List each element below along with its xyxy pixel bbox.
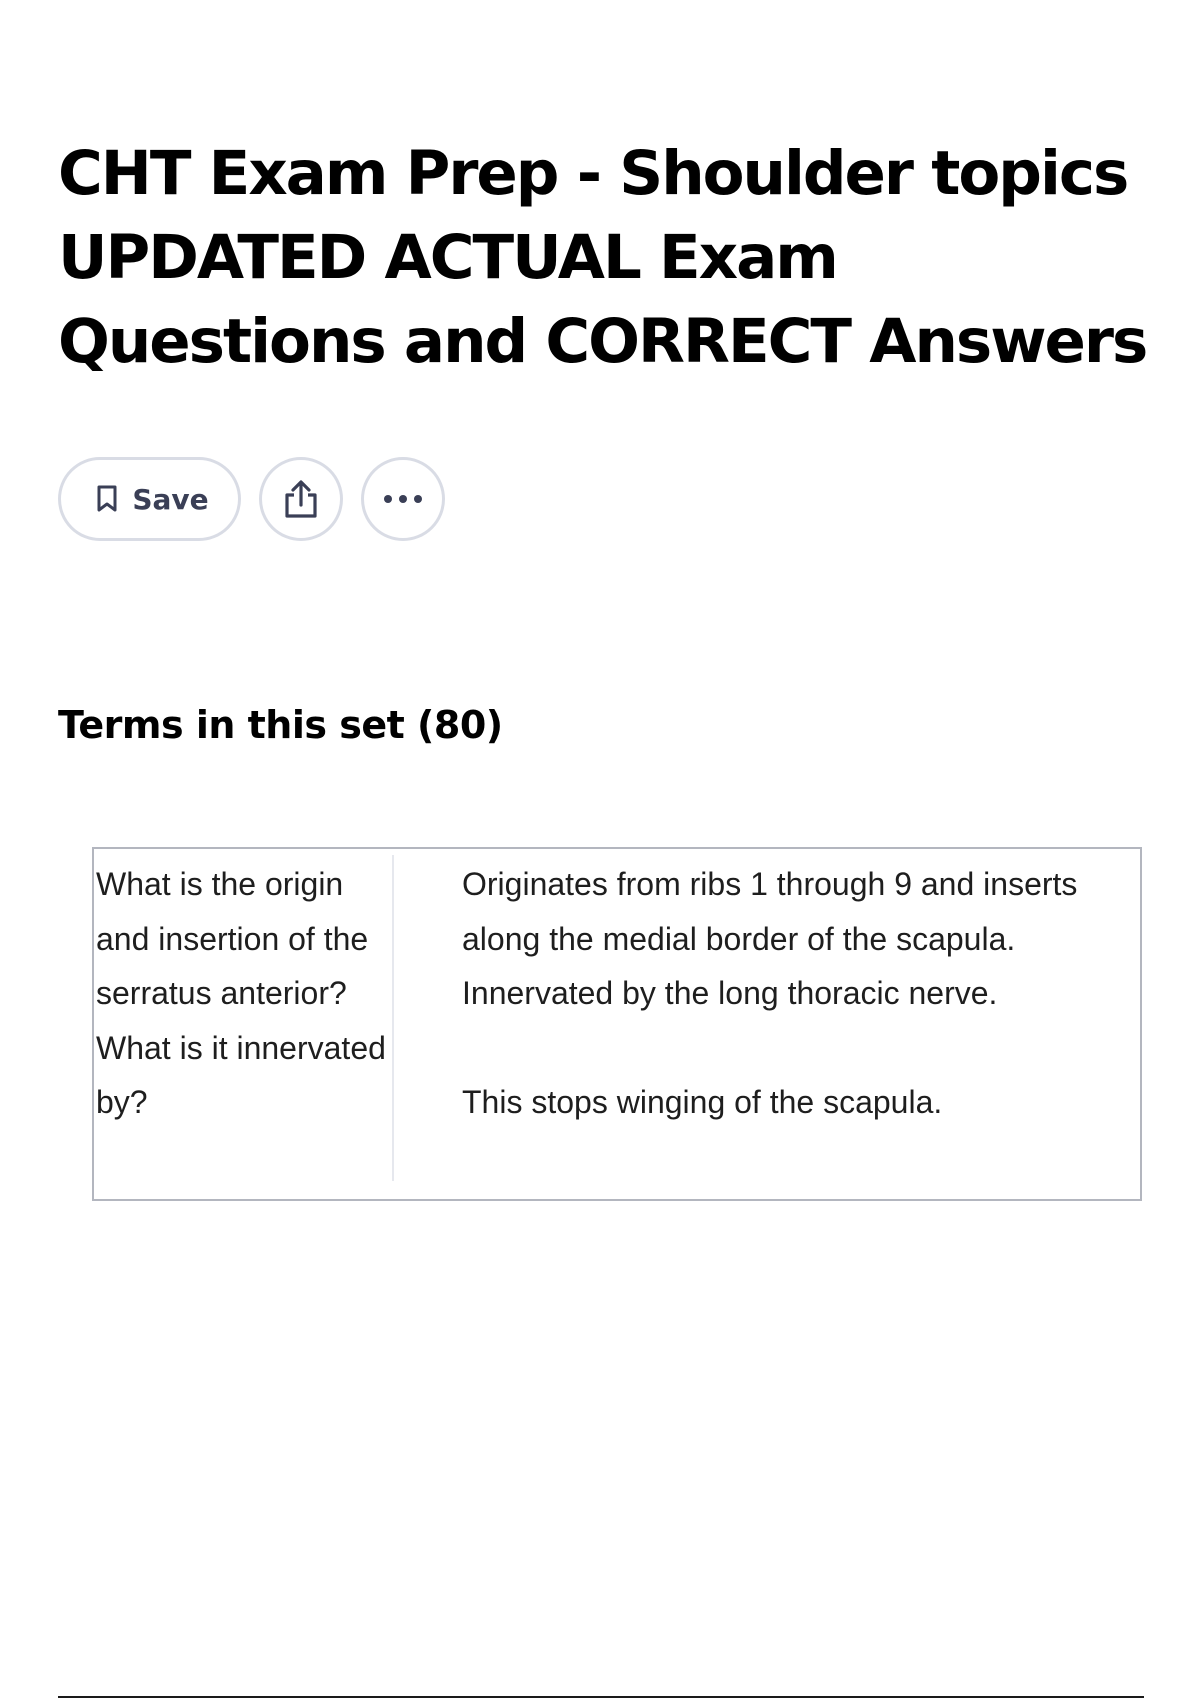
bookmark-icon xyxy=(96,485,118,513)
page-title: CHT Exam Prep - Shoulder topics UPDATED ACTUAL Exam Questions and CORRECT Answers xyxy=(58,138,1147,377)
action-bar xyxy=(58,457,445,541)
card-divider xyxy=(392,855,394,1181)
terms-heading: Terms in this set (80) xyxy=(58,703,503,747)
more-horizontal-icon xyxy=(383,494,423,504)
term-card xyxy=(92,847,1142,1201)
more-options-button[interactable] xyxy=(361,457,445,541)
save-button[interactable] xyxy=(58,457,241,541)
card-term: What is the origin and insertion of the serratus anterior? What is it innervated by? xyxy=(96,866,386,1120)
card-definition: Originates from ribs 1 through 9 and inserts along the medial border of the scapula. Innervated by the long thoracic nerve. This stops winging of the scapula. xyxy=(462,866,1078,1120)
share-button[interactable] xyxy=(259,457,343,541)
share-icon xyxy=(282,479,320,519)
save-button-label: Save xyxy=(132,482,209,516)
bottom-divider xyxy=(58,1696,1144,1698)
